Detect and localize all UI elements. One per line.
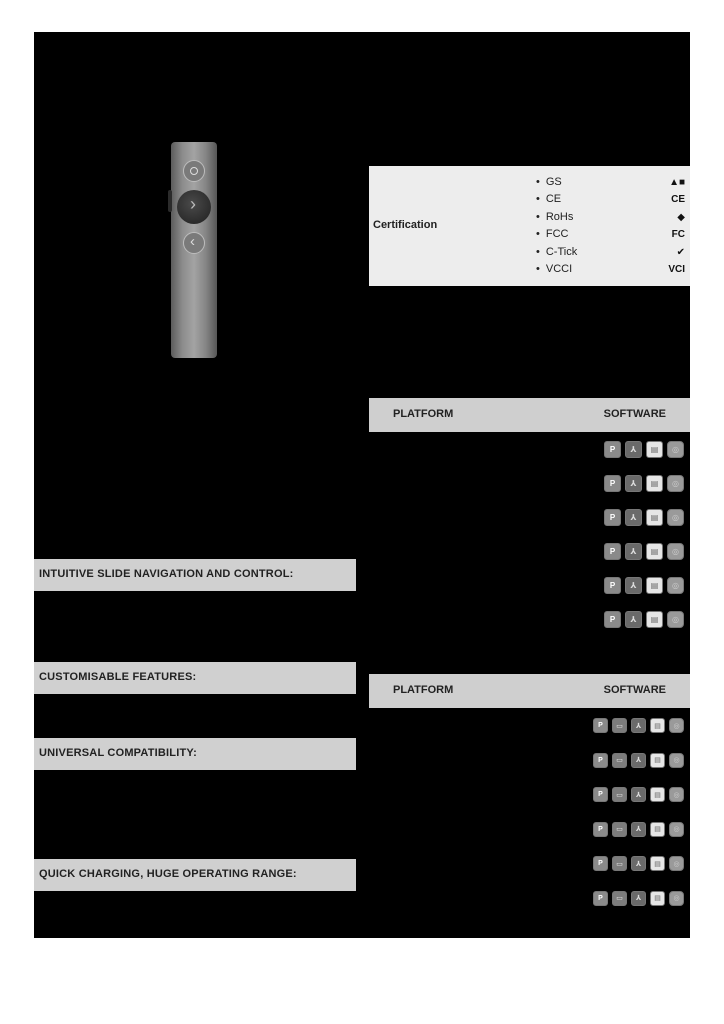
section-bar-navigation: [34, 559, 356, 591]
software-header: SOFTWARE: [603, 684, 666, 696]
powerpoint-icon: P: [593, 822, 608, 837]
software-row: [593, 856, 684, 871]
rohs-mark-icon: ◆: [677, 211, 685, 223]
cert-item: • GS: [536, 174, 577, 191]
powerpoint-icon: P: [593, 718, 608, 733]
powerpoint-icon: P: [593, 753, 608, 768]
document-icon: ▤: [646, 577, 663, 594]
platform-header: PLATFORM: [393, 684, 454, 696]
web-icon: ◎: [667, 611, 684, 628]
document-icon: ▤: [646, 441, 663, 458]
web-icon: ◎: [669, 822, 684, 837]
web-icon: ◎: [669, 891, 684, 906]
software-row: [593, 891, 684, 906]
section-heading: CUSTOMISABLE FEATURES:: [39, 671, 197, 683]
ctick-mark-icon: ✔: [676, 246, 685, 258]
gs-mark-icon: ▲■: [669, 177, 685, 188]
power-switch-icon: [168, 190, 172, 212]
document-icon: ▤: [650, 753, 665, 768]
pdf-icon: ⅄: [625, 475, 642, 492]
keynote-icon: ▭: [612, 891, 627, 906]
pdf-icon: ⅄: [631, 718, 646, 733]
presenter-remote-image: [171, 142, 217, 358]
document-icon: ▤: [650, 718, 665, 733]
powerpoint-icon: P: [593, 787, 608, 802]
next-button-icon: [177, 190, 211, 224]
section-heading: INTUITIVE SLIDE NAVIGATION AND CONTROL:: [39, 568, 294, 580]
section-bar-customisable: [34, 662, 356, 694]
software-row: [604, 577, 684, 594]
cert-item: • VCCI: [536, 261, 577, 278]
web-icon: ◎: [667, 509, 684, 526]
ce-mark-icon: CE: [671, 194, 685, 206]
pdf-icon: ⅄: [625, 577, 642, 594]
powerpoint-icon: P: [604, 611, 621, 628]
software-row: [604, 509, 684, 526]
pdf-icon: ⅄: [631, 822, 646, 837]
document-icon: ▤: [650, 787, 665, 802]
software-row: [604, 441, 684, 458]
cert-item: • C-Tick: [536, 244, 577, 261]
web-icon: ◎: [669, 856, 684, 871]
web-icon: ◎: [667, 441, 684, 458]
software-row: [604, 611, 684, 628]
web-icon: ◎: [667, 577, 684, 594]
keynote-icon: ▭: [612, 753, 627, 768]
cert-item: • FCC: [536, 226, 577, 243]
pdf-icon: ⅄: [625, 543, 642, 560]
powerpoint-icon: P: [604, 441, 621, 458]
certification-list: [536, 174, 577, 278]
web-icon: ◎: [669, 787, 684, 802]
powerpoint-icon: P: [604, 543, 621, 560]
pdf-icon: ⅄: [631, 856, 646, 871]
document-icon: ▤: [646, 509, 663, 526]
cert-item: • RoHs: [536, 209, 577, 226]
software-row: [593, 753, 684, 768]
software-row: [593, 822, 684, 837]
document-icon: ▤: [646, 611, 663, 628]
certification-label: Certification: [373, 219, 438, 231]
back-button-icon: [183, 232, 205, 254]
document-icon: ▤: [650, 856, 665, 871]
pdf-icon: ⅄: [625, 611, 642, 628]
powerpoint-icon: P: [593, 856, 608, 871]
spec-sheet: [34, 32, 690, 938]
software-row: [604, 475, 684, 492]
pdf-icon: ⅄: [625, 441, 642, 458]
powerpoint-icon: P: [593, 891, 608, 906]
section-heading: QUICK CHARGING, HUGE OPERATING RANGE:: [39, 868, 297, 880]
pdf-icon: ⅄: [631, 891, 646, 906]
software-row: [593, 718, 684, 733]
fcc-mark-icon: FC: [671, 229, 685, 241]
software-row: [604, 543, 684, 560]
certification-marks: [668, 174, 685, 278]
powerpoint-icon: P: [604, 475, 621, 492]
certification-box: [369, 166, 690, 286]
keynote-icon: ▭: [612, 718, 627, 733]
platform-header: PLATFORM: [393, 408, 454, 420]
keynote-icon: ▭: [612, 822, 627, 837]
section-heading: UNIVERSAL COMPATIBILITY:: [39, 747, 197, 759]
document-icon: ▤: [646, 543, 663, 560]
pdf-icon: ⅄: [631, 753, 646, 768]
platform-table-1-header: [369, 398, 690, 432]
document-icon: ▤: [646, 475, 663, 492]
powerpoint-icon: P: [604, 577, 621, 594]
web-icon: ◎: [669, 718, 684, 733]
powerpoint-icon: P: [604, 509, 621, 526]
keynote-icon: ▭: [612, 787, 627, 802]
pdf-icon: ⅄: [631, 787, 646, 802]
section-bar-charging: [34, 859, 356, 891]
document-icon: ▤: [650, 891, 665, 906]
software-row: [593, 787, 684, 802]
spotlight-button-icon: [183, 160, 205, 182]
web-icon: ◎: [667, 475, 684, 492]
document-icon: ▤: [650, 822, 665, 837]
web-icon: ◎: [667, 543, 684, 560]
platform-table-2-header: [369, 674, 690, 708]
software-header: SOFTWARE: [603, 408, 666, 420]
keynote-icon: ▭: [612, 856, 627, 871]
section-bar-compatibility: [34, 738, 356, 770]
cert-item: • CE: [536, 191, 577, 208]
web-icon: ◎: [669, 753, 684, 768]
pdf-icon: ⅄: [625, 509, 642, 526]
vcci-mark-icon: VCI: [668, 263, 685, 275]
